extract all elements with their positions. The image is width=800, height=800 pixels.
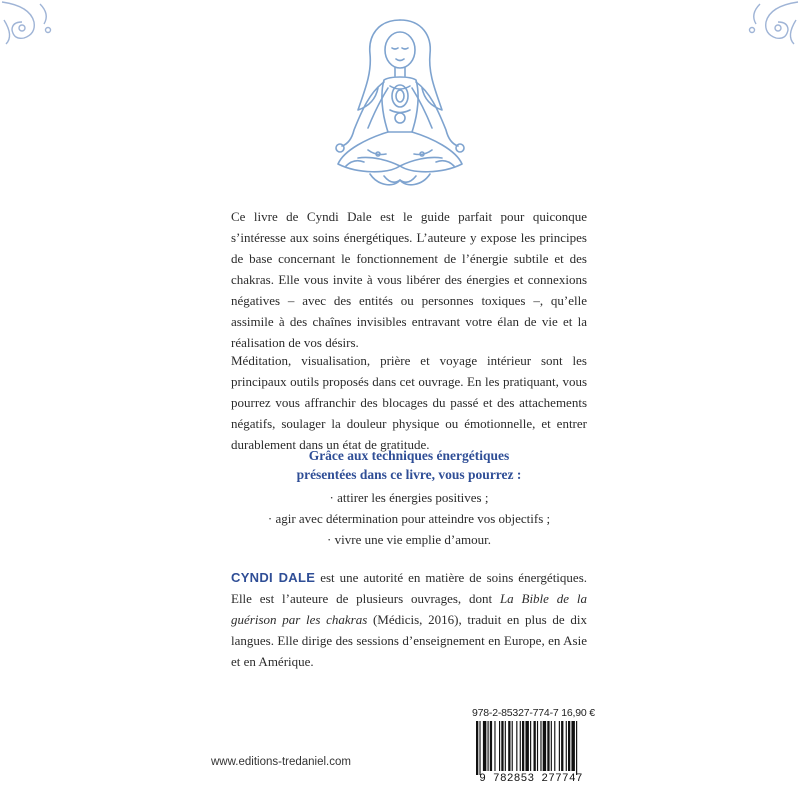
barcode-bar bbox=[525, 721, 528, 771]
barcode-bar bbox=[488, 721, 489, 771]
benefits-list bbox=[231, 487, 587, 550]
publisher-website: www.editions-tredaniel.com bbox=[211, 756, 351, 768]
list-item: · attirer les énergies positives ; bbox=[231, 487, 587, 508]
barcode-bar bbox=[530, 721, 531, 771]
barcode-bar bbox=[476, 721, 478, 775]
meditating-woman-illustration bbox=[318, 14, 482, 190]
bio-text-before: est une autorité en matière de soins énergétiques. Elle est l’auteure de plusieurs ouvrages, dont bbox=[231, 570, 588, 606]
barcode-bar bbox=[551, 721, 552, 771]
description-paragraph-1: Ce livre de Cyndi Dale est le guide parfait pour quiconque s’intéresse aux soins énergétiques. L’auteure y expose les principes de base concernant le fonctionnement de l’énergie subtile et des chakras. Elle vous invite à vous libérer des énergies et connexions négatives – avec des entités ou personnes toxiques –, qu’elle assimile à des chaînes invisibles entravant votre élan de vie et la réalisation de vos désirs. bbox=[231, 209, 587, 350]
barcode-bar bbox=[568, 721, 570, 771]
barcode-bar bbox=[561, 721, 563, 771]
barcode-bar bbox=[499, 721, 500, 771]
barcode-bar bbox=[537, 721, 538, 771]
barcode-bar bbox=[508, 721, 510, 771]
barcode-bar bbox=[559, 721, 560, 771]
isbn: 978-2-85327-774-7 bbox=[472, 707, 559, 719]
barcode-bar bbox=[479, 721, 480, 775]
barcode bbox=[472, 721, 590, 775]
barcode-bar bbox=[571, 721, 574, 771]
barcode-bar bbox=[494, 721, 495, 771]
barcode-bar bbox=[505, 721, 506, 771]
floral-ornament-icon bbox=[740, 0, 800, 46]
floral-ornament-icon bbox=[0, 0, 60, 46]
author-bio bbox=[231, 567, 587, 672]
highlight-line-1: Grâce aux techniques énergétiques bbox=[308, 448, 510, 463]
barcode-block bbox=[472, 707, 595, 785]
description-paragraph-2: Méditation, visualisation, prière et voyage intérieur sont les principaux outils proposés dans cet ouvrage. En les pratiquant, vous pourrez vous affranchir des blocages du passé et des attachements négatifs, soulager la douleur physique ou émotionnelle, et entrer durablement dans un état de gratitude. bbox=[231, 353, 587, 452]
barcode-bar bbox=[543, 721, 546, 771]
isbn-price bbox=[472, 707, 595, 719]
bio-text-after: (Médicis, 2016), traduit en plus de dix langues. Elle dirige des sessions d’enseignement en Europe, en Asie et en Amérique. bbox=[231, 612, 587, 669]
list-item: · vivre une vie emplie d’amour. bbox=[231, 529, 587, 550]
price: 16,90 € bbox=[561, 707, 595, 719]
barcode-bar bbox=[490, 721, 492, 771]
barcode-bar bbox=[576, 721, 577, 775]
barcode-bar bbox=[554, 721, 555, 771]
barcode-bar bbox=[540, 721, 541, 771]
author-name: CYNDI DALE bbox=[231, 570, 316, 585]
barcode-bar bbox=[512, 721, 513, 771]
list-item: · agir avec détermination pour atteindre vos objectifs ; bbox=[231, 508, 587, 529]
barcode-bar bbox=[534, 721, 536, 771]
book-title: La Bible de la guérison par les chakras bbox=[231, 591, 587, 627]
barcode-bar bbox=[522, 721, 524, 771]
highlight-line-2: présentées dans ce livre, vous pourrez : bbox=[296, 467, 522, 482]
barcode-bar bbox=[547, 721, 549, 771]
barcode-bar bbox=[520, 721, 521, 771]
barcode-bar bbox=[516, 721, 517, 771]
barcode-digits: 9 782853 277747 bbox=[479, 773, 583, 785]
barcode-bar bbox=[483, 721, 486, 771]
barcode-bar bbox=[501, 721, 503, 771]
highlight-heading bbox=[231, 446, 587, 484]
barcode-bar bbox=[566, 721, 567, 771]
